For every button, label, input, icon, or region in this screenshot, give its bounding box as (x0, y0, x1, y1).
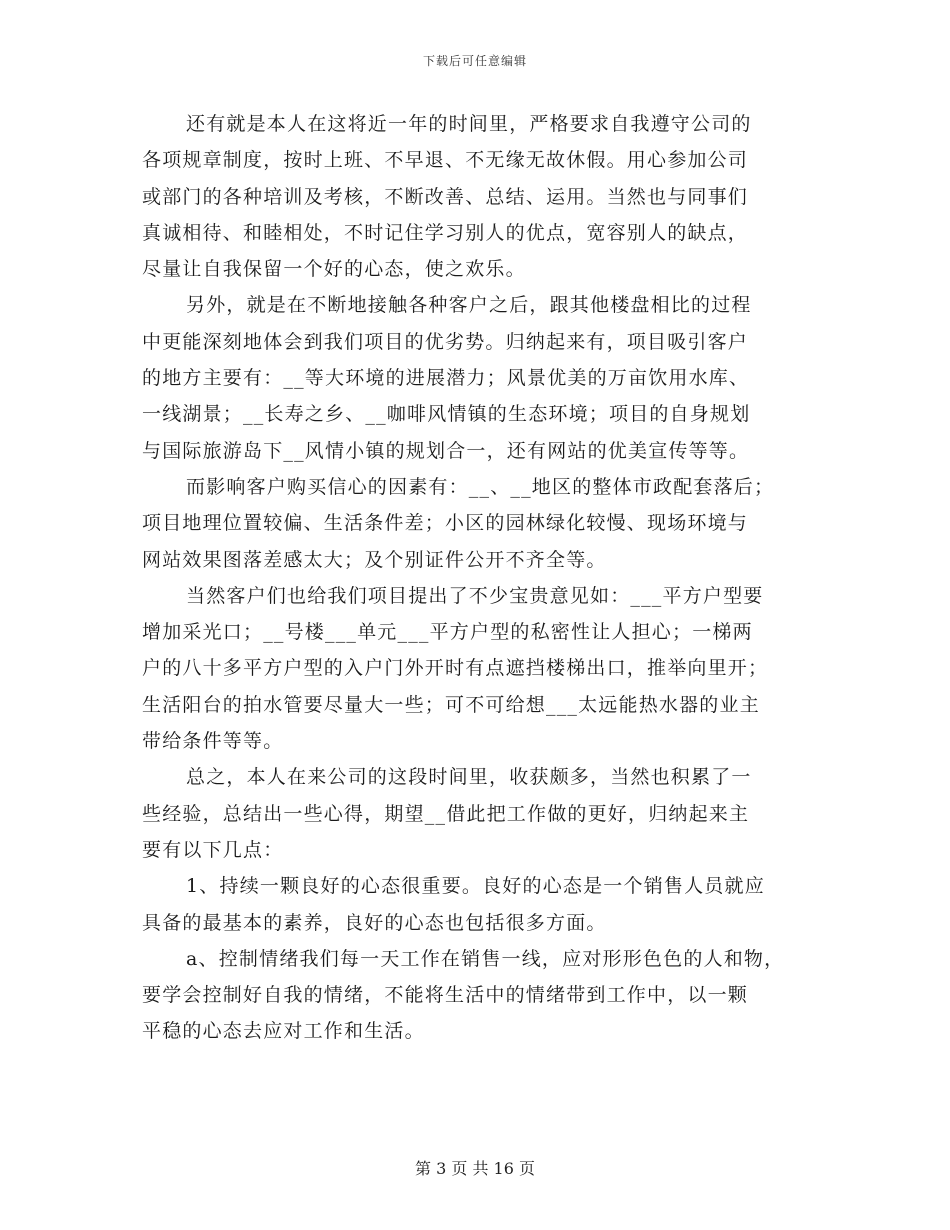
paragraph-4 (142, 578, 812, 759)
text-line: 平稳的心态去应对工作和生活。 (142, 1020, 425, 1043)
text-line: 还有就是本人在这将近一年的时间里，严格要求自我遵守公司的 (186, 113, 752, 135)
text-line: 总之，本人在来公司的这段时间里，收获颇多，当然也积累了一 (186, 766, 752, 789)
paragraph-5 (142, 759, 812, 868)
text-line: a、控制情绪我们每一天工作在销售一线，应对形形色色的人和物， (186, 947, 785, 970)
text-line: 或部门的各种培训及考核，不断改善、总结、运用。当然也与同事们 (142, 185, 749, 208)
text-line: 带给条件等等。 (142, 730, 284, 753)
text-line: 生活阳台的拍水管要尽量大一些；可不可给想___太远能热水器的业主 (142, 693, 760, 716)
text-line: 一线湖景；__长寿之乡、__咖啡风情镇的生态环境；项目的自身规划 (142, 403, 751, 426)
text-line: 户的八十多平方户型的入户门外开时有点遮挡楼梯出口，推举向里开； (142, 657, 769, 680)
text-line: 而影响客户购买信心的因素有：__、__地区的整体市政配套落后； (186, 475, 775, 498)
page-header: 下载后可任意编辑 (422, 54, 527, 68)
paragraph-7 (142, 941, 812, 1050)
text-line: 各项规章制度，按时上班、不早退、不无缘无故休假。用心参加公司 (142, 149, 749, 172)
text-line: 网站效果图落差感太大；及个别证件公开不齐全等。 (142, 548, 607, 571)
text-line: 项目地理位置较偏、生活条件差；小区的园林绿化较慢、现场环境与 (142, 512, 749, 535)
page-number: 第 3 页 共 16 页 (415, 1159, 535, 1178)
paragraph-3 (142, 469, 812, 578)
paragraph-2 (142, 287, 812, 468)
text-line: 当然客户们也给我们项目提出了不少宝贵意见如：___平方户型要 (186, 584, 764, 607)
text-line: 尽量让自我保留一个好的心态，使之欢乐。 (142, 258, 526, 281)
text-line: 另外，就是在不断地接触各种客户之后，跟其他楼盘相比的过程 (186, 294, 752, 317)
text-line: 中更能深刻地体会到我们项目的优劣势。归纳起来有，项目吸引客户 (142, 330, 749, 353)
text-line: 1、持续一颗良好的心态很重要。良好的心态是一个销售人员就应 (186, 875, 765, 898)
text-line: 要有以下几点： (142, 838, 284, 861)
text-line: 要学会控制好自我的情绪，不能将生活中的情绪带到工作中，以一颗 (142, 984, 749, 1007)
paragraph-1 (142, 106, 812, 287)
document-body (142, 106, 812, 1050)
paragraph-6 (142, 868, 812, 941)
text-line: 与国际旅游岛下__风情小镇的规划合一，还有网站的优美宣传等等。 (142, 439, 750, 462)
text-line: 的地方主要有：__等大环境的进展潜力；风景优美的万亩饮用水库、 (142, 367, 750, 390)
text-line: 增加采光口；__号楼___单元___平方户型的私密性让人担心；一梯两 (142, 621, 753, 644)
text-line: 具备的最基本的素养，良好的心态也包括很多方面。 (142, 911, 607, 934)
text-line: 真诚相待、和睦相处，不时记住学习别人的优点，宽容别人的缺点， (142, 221, 749, 244)
text-line: 些经验，总结出一些心得，期望__借此把工作做的更好，归纳起来主 (142, 802, 750, 825)
